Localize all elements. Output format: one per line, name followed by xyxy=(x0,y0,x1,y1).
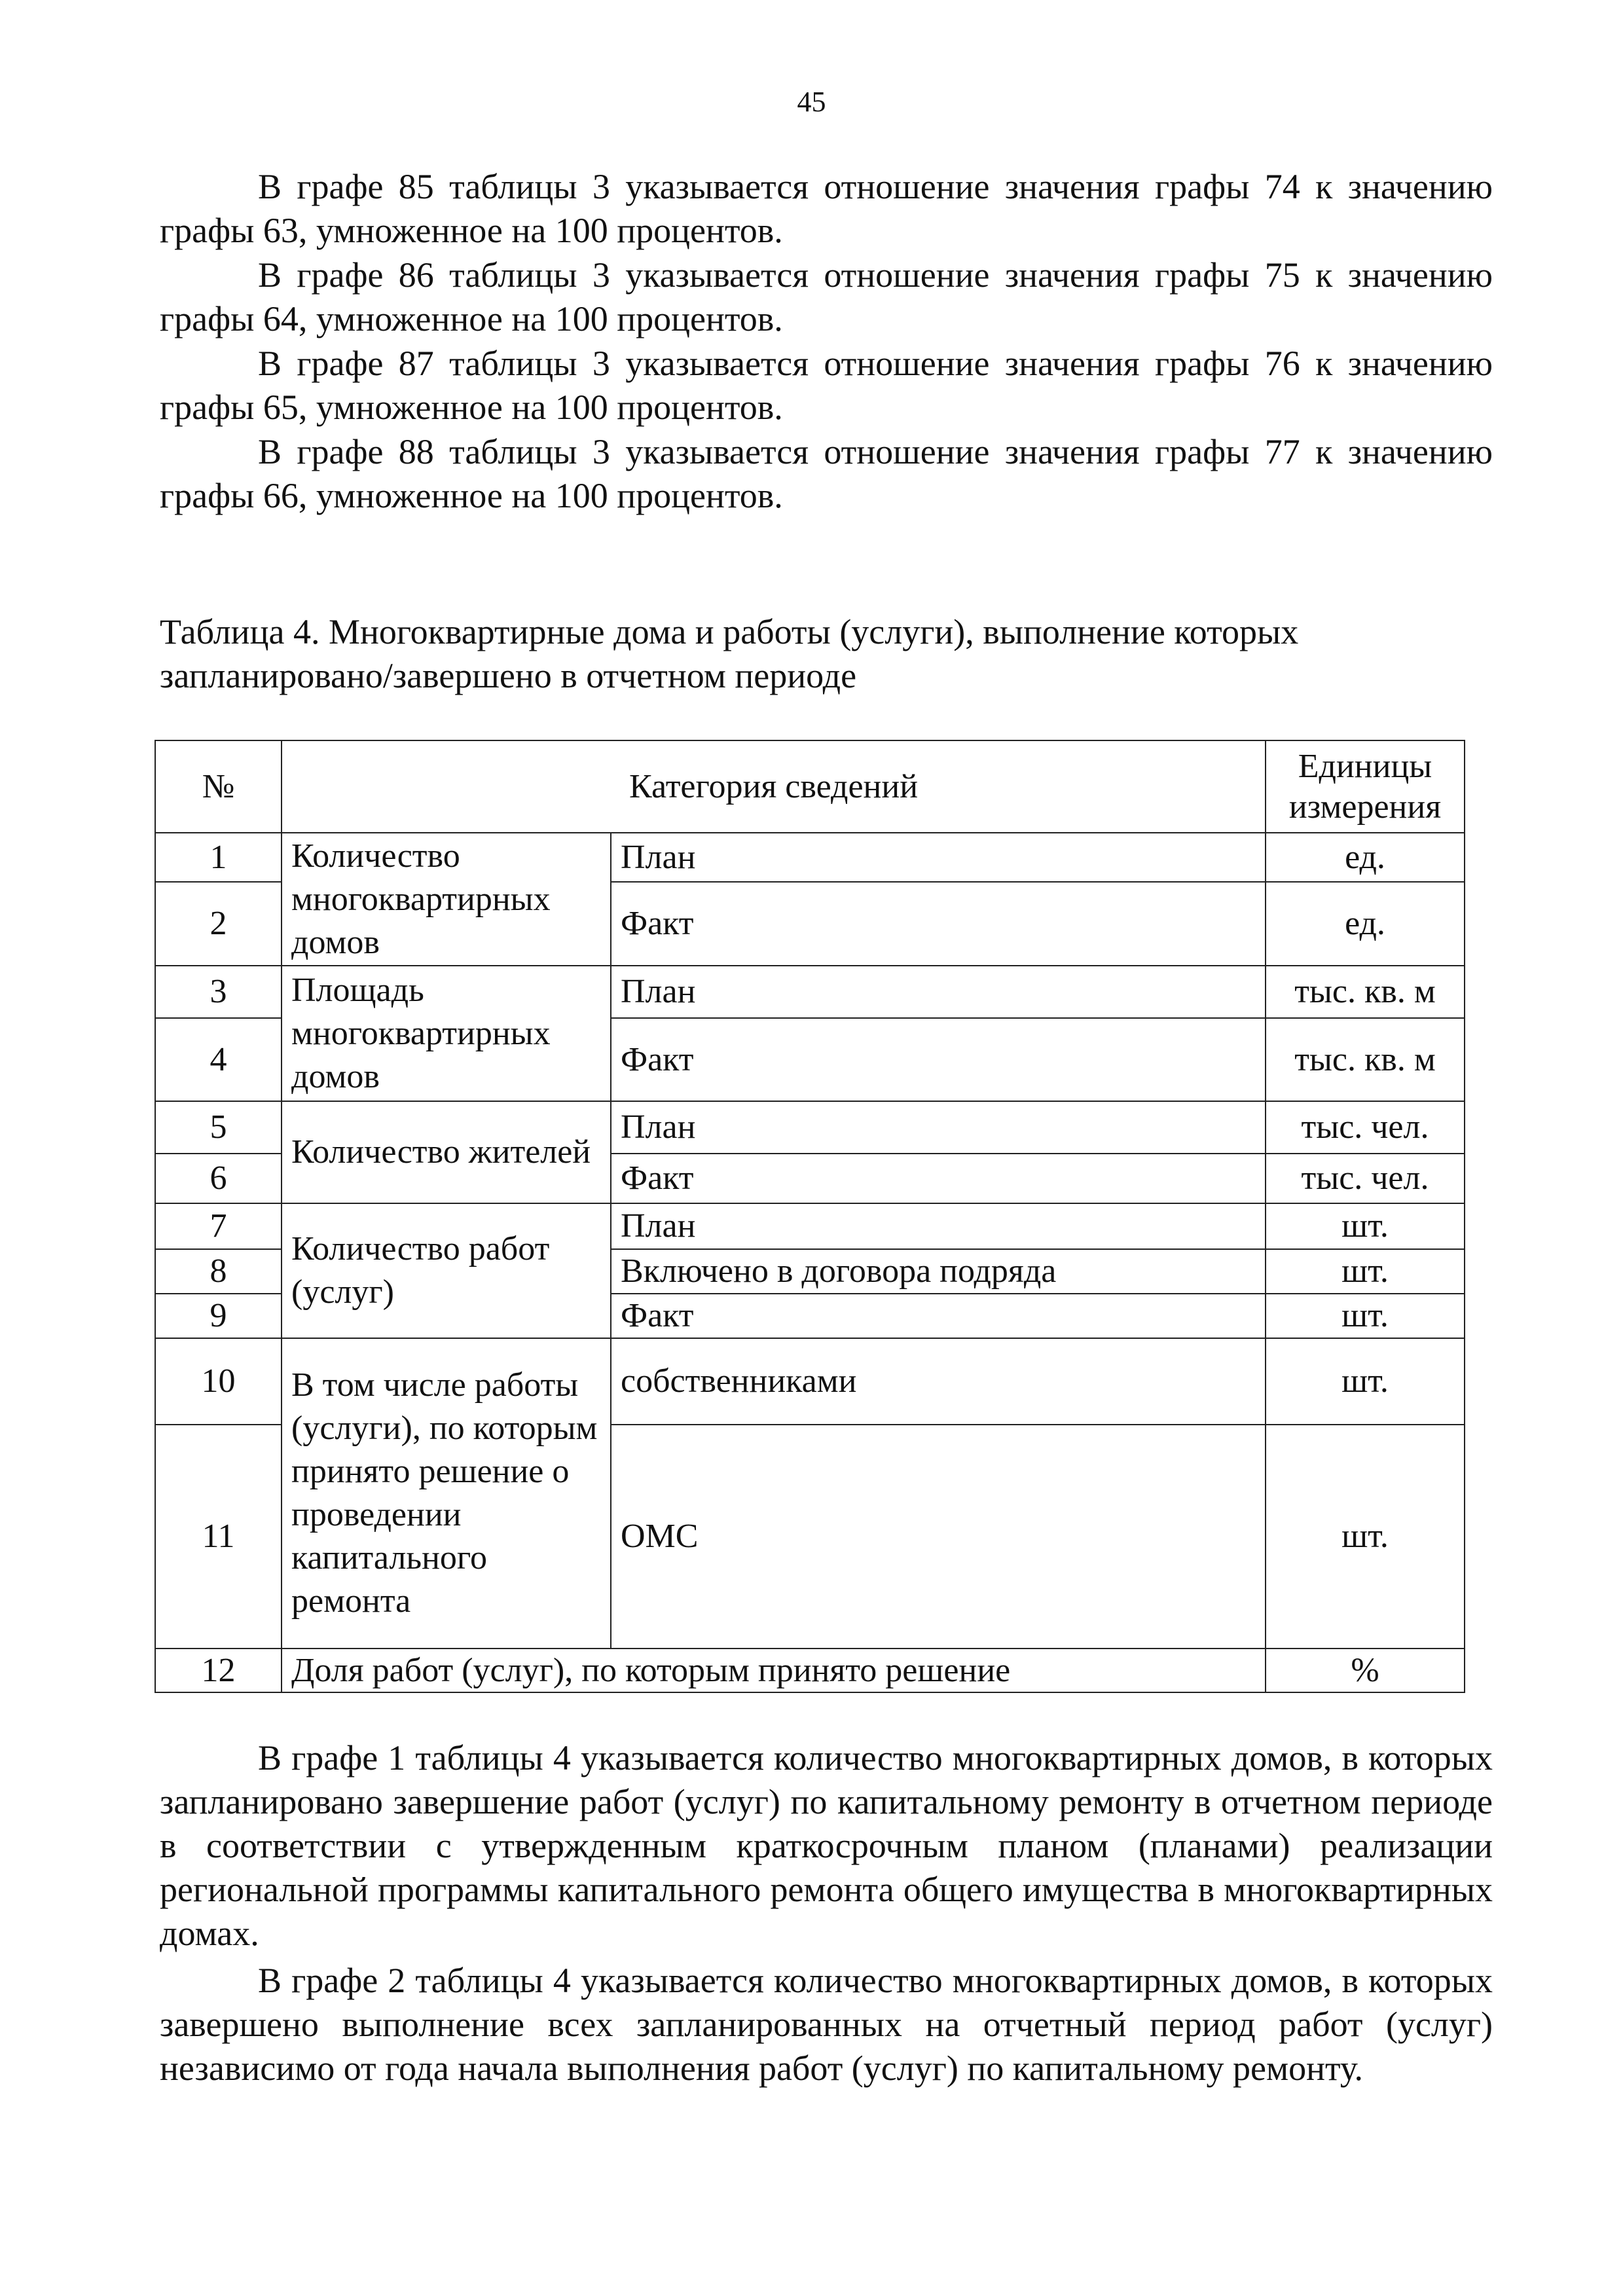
row-unit: % xyxy=(1266,1649,1465,1692)
row-unit: тыс. чел. xyxy=(1266,1101,1465,1154)
paragraph-graph-85: В графе 85 таблицы 3 указывается отношение значения графы 74 к значению графы 63, умноженное на 100 процентов. xyxy=(160,167,1493,250)
row-unit: шт. xyxy=(1266,1249,1465,1294)
row-unit: тыс. чел. xyxy=(1266,1154,1465,1203)
row-unit: шт. xyxy=(1266,1294,1465,1338)
row-subcategory: Факт xyxy=(611,882,1266,966)
row-subcategory: ОМС xyxy=(611,1425,1266,1649)
row-subcategory: Факт xyxy=(611,1294,1266,1338)
paragraph-graph-87: В графе 87 таблицы 3 указывается отношение значения графы 76 к значению графы 65, умноженное на 100 процентов. xyxy=(160,344,1493,427)
row-num: 1 xyxy=(155,833,282,882)
row-unit: шт. xyxy=(1266,1338,1465,1425)
header-category: Категория сведений xyxy=(282,740,1266,833)
table-row xyxy=(155,1338,1465,1425)
row-unit: ед. xyxy=(1266,882,1465,966)
row-unit: ед. xyxy=(1266,833,1465,882)
table-row xyxy=(155,833,1465,882)
row-num: 2 xyxy=(155,882,282,966)
paragraph-graph-88: В графе 88 таблицы 3 указывается отношение значения графы 77 к значению графы 66, умноженное на 100 процентов. xyxy=(160,432,1493,515)
header-units: Единицы измерения xyxy=(1266,740,1465,833)
group-residents: Количество жителей xyxy=(282,1101,611,1203)
row-subcategory: Доля работ (услуг), по которым принято решение xyxy=(282,1649,1266,1692)
row-unit: тыс. кв. м xyxy=(1266,1018,1465,1101)
paragraph-graph-1: В графе 1 таблицы 4 указывается количество многоквартирных домов, в которых запланировано завершение работ (услуг) по капитальному ремонту в отчетном периоде в соответствии с утвержденным краткосрочным планом (планами) реализации региональной программы капитального ремонта общего имущества в многоквартирных домах. xyxy=(160,1738,1493,1953)
table-4 xyxy=(155,740,1465,1693)
row-subcategory: План xyxy=(611,966,1266,1018)
row-num: 12 xyxy=(155,1649,282,1692)
row-num: 10 xyxy=(155,1338,282,1425)
group-houses-area: Площадь многоквартирных домов xyxy=(282,966,611,1101)
table-row xyxy=(155,1101,1465,1154)
row-num: 9 xyxy=(155,1294,282,1338)
group-capital-repair: В том числе работы (услуги), по которым принято решение о проведении капитального ремонта xyxy=(282,1338,611,1649)
page-number: 45 xyxy=(797,86,826,118)
table-row xyxy=(155,1203,1465,1249)
row-unit: тыс. кв. м xyxy=(1266,966,1465,1018)
row-num: 7 xyxy=(155,1203,282,1249)
group-houses-count: Количество многоквартирных домов xyxy=(282,833,611,966)
row-num: 11 xyxy=(155,1425,282,1649)
row-num: 8 xyxy=(155,1249,282,1294)
row-unit: шт. xyxy=(1266,1425,1465,1649)
table-row xyxy=(155,966,1465,1018)
row-subcategory: План xyxy=(611,1101,1266,1154)
row-subcategory: План xyxy=(611,833,1266,882)
row-num: 5 xyxy=(155,1101,282,1154)
row-subcategory: План xyxy=(611,1203,1266,1249)
row-num: 6 xyxy=(155,1154,282,1203)
paragraph-graph-86: В графе 86 таблицы 3 указывается отношение значения графы 75 к значению графы 64, умноженное на 100 процентов. xyxy=(160,255,1493,338)
group-works-count: Количество работ (услуг) xyxy=(282,1203,611,1338)
row-num: 3 xyxy=(155,966,282,1018)
row-subcategory: Факт xyxy=(611,1154,1266,1203)
table-row xyxy=(155,1649,1465,1692)
table-caption: Таблица 4. Многоквартирные дома и работы (услуги), выполнение которых запланировано/завершено в отчетном периоде xyxy=(160,612,1299,695)
row-num: 4 xyxy=(155,1018,282,1101)
paragraph-graph-2: В графе 2 таблицы 4 указывается количество многоквартирных домов, в которых завершено выполнение всех запланированных на отчетный период работ (услуг) независимо от года начала выполнения работ (услуг) по капитальному ремонту. xyxy=(160,1961,1493,2088)
table-header-row xyxy=(155,740,1465,833)
row-subcategory: Включено в договора подряда xyxy=(611,1249,1266,1294)
row-unit: шт. xyxy=(1266,1203,1465,1249)
row-subcategory: собственниками xyxy=(611,1338,1266,1425)
row-subcategory: Факт xyxy=(611,1018,1266,1101)
header-num: № xyxy=(155,740,282,833)
